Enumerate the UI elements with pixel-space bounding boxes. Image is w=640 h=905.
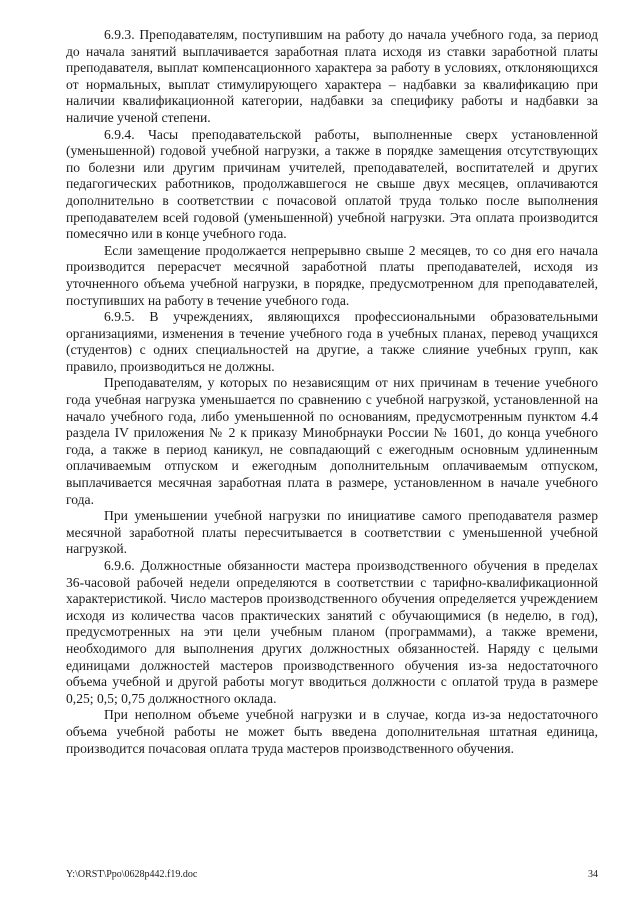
footer-page-number: 34 — [588, 869, 598, 880]
paragraph-load-reduction: Преподавателям, у которых по независящим от них причинам в течение учебного года учебная нагрузка уменьшается по сравнению с учебной нагрузкой, установленной на начало учебного года, либо уменьшенной по основаниям, предусмотренным пунктом 4.4 раздела IV приложения № 2 к приказу Минобрнауки России № 1601, до конца учебного года, а также в период каникул, не совпадающий с ежегодным основным удлиненным оплачиваемым отпуском и ежегодным дополнительным оплачиваемым отпуском, выплачивается месячная заработная плата в размере, установленном в начале учебного года. — [66, 375, 598, 507]
paragraph-substitution: Если замещение продолжается непрерывно свыше 2 месяцев, то со дня его начала производится перерасчет месячной заработной платы преподавателей, исходя из уточненного объема учебной нагрузки, в порядке, предусмотренном для преподавателей, поступивших на работу в течение учебного года. — [66, 242, 598, 308]
page-footer — [66, 868, 598, 882]
paragraph-6-9-3: 6.9.3. Преподавателям, поступившим на работу до начала учебного года, за период до начала занятий выплачивается заработная плата исходя из ставки заработной платы преподавателя, выплат компенсационного характера за работу в условиях, отклоняющихся от нормальных, выплат стимулирующего характера – надбавки за квалификацию при наличии квалификационной категории, надбавки за специфику работы и надбавки за наличие ученой степени. — [66, 27, 598, 125]
paragraph-6-9-6: 6.9.6. Должностные обязанности мастера производственного обучения в пределах 36-часовой рабочей недели определяются в соответствии с тарифно-квалификационной характеристикой. Число мастеров производственного обучения определяется учреждением исходя из количества часов практических занятий с обучающимися (в неделю, в год), предусмотренных на эти цели учебным планом (программами), а также времени, необходимого для выполнения других должностных обязанностей. Наряду с целыми единицами должностей мастеров производственного обучения из-за недостаточного объема учебной и другой работы могут вводиться должности с оплатой труда в размере 0,25; 0,5; 0,75 должностного оклада. — [66, 558, 598, 706]
paragraph-own-initiative: При уменьшении учебной нагрузки по инициативе самого преподавателя размер месячной заработной платы пересчитывается в соответствии с уменьшенной учебной нагрузкой. — [66, 508, 598, 557]
paragraph-partial-load: При неполном объеме учебной нагрузки и в случае, когда из-за недостаточного объема учебной работы не может быть введена дополнительная штатная единица, производится почасовая оплата труда мастеров производственного обучения. — [66, 707, 598, 756]
document-body — [66, 27, 598, 757]
paragraph-6-9-4: 6.9.4. Часы преподавательской работы, выполненные сверх установленной (уменьшенной) годовой учебной нагрузки, а также в порядке замещения отсутствующих по болезни или другим причинам учителей, преподавателей, воспитателей и других педагогических работников, продолжавшегося не свыше двух месяцев, оплачиваются дополнительно в соответствии с почасовой оплатой труда только после выполнения преподавателем всей годовой (уменьшенной) учебной нагрузки. Эта оплата производится помесячно или в конце учебного года. — [66, 126, 598, 242]
paragraph-6-9-5: 6.9.5. В учреждениях, являющихся профессиональными образовательными организациями, изменения в течение учебного года в учебных планах, перевод учащихся (студентов) с одних специальностей на другие, а также слияние учебных групп, как правило, производиться не должны. — [66, 309, 598, 374]
footer-file-path: Y:\ORST\Ppo\0628p442.f19.doc — [66, 869, 198, 880]
